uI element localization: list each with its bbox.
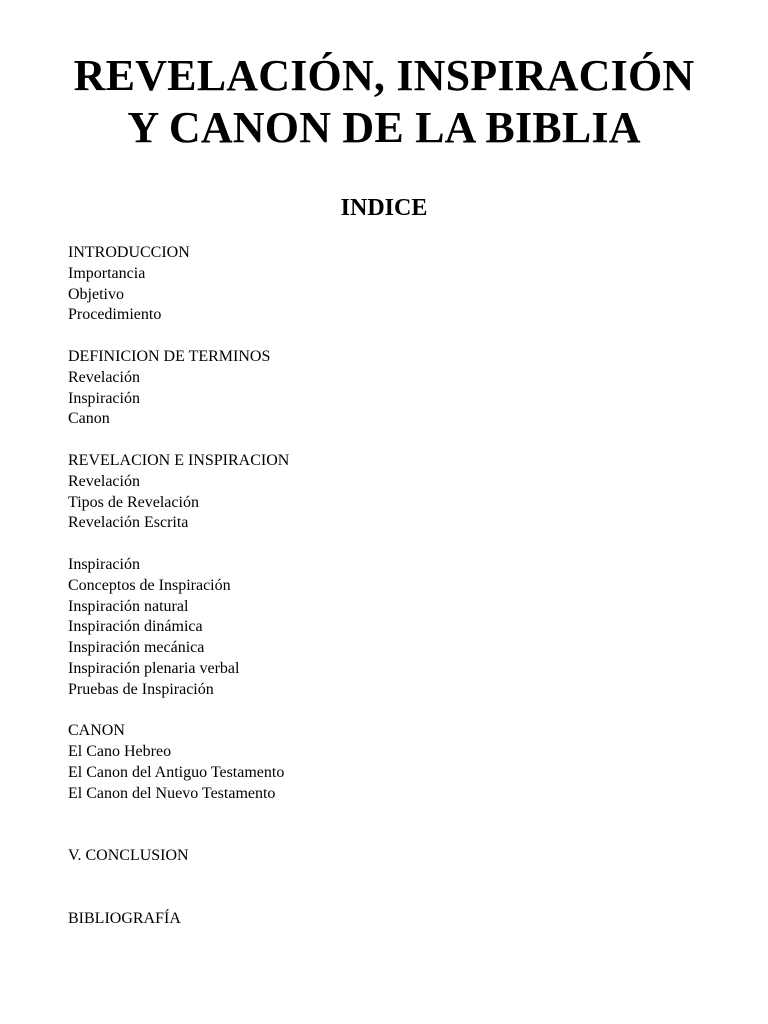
document-title-line-1: REVELACIÓN, INSPIRACIÓN [73,51,695,100]
toc-section-canon [68,721,708,804]
toc-entry: Revelación [68,472,140,490]
toc-spacer [68,867,708,909]
table-of-contents [68,243,708,929]
toc-spacer [68,534,708,555]
toc-spacer [68,326,708,347]
toc-entry: DEFINICION DE TERMINOS [68,347,271,365]
toc-spacer [68,701,708,722]
toc-entry: Inspiración mecánica [68,639,205,657]
toc-entry: Inspiración natural [68,597,189,615]
document-title-line-2: Y CANON DE LA BIBLIA [127,103,641,152]
toc-section-definicion [68,347,708,430]
toc-entry: Tipos de Revelación [68,493,199,511]
toc-entry: BIBLIOGRAFÍA [68,909,181,927]
toc-entry: Conceptos de Inspiración [68,576,231,594]
toc-entry: Inspiración [68,555,140,573]
toc-entry: Revelación Escrita [68,514,189,532]
toc-section-introduccion [68,243,708,326]
toc-entry: Inspiración dinámica [68,618,203,636]
toc-entry: Pruebas de Inspiración [68,680,214,698]
toc-entry: Procedimiento [68,306,162,324]
toc-spacer [68,805,708,847]
toc-entry: Importancia [68,264,146,282]
index-heading: INDICE [340,195,428,221]
toc-entry: Revelación [68,368,140,386]
toc-entry: El Canon del Antiguo Testamento [68,763,285,781]
toc-entry: El Cano Hebreo [68,743,172,761]
toc-entry: CANON [68,722,125,740]
toc-entry: V. CONCLUSION [68,847,189,865]
toc-section-revelacion [68,451,708,534]
toc-section-bibliografia [68,909,708,930]
toc-entry: Inspiración plenaria verbal [68,659,240,677]
toc-entry: Inspiración [68,389,140,407]
toc-entry: INTRODUCCION [68,244,190,261]
toc-entry: El Canon del Nuevo Testamento [68,784,276,802]
toc-entry: REVELACION E INSPIRACION [68,451,290,469]
toc-section-conclusion [68,846,708,867]
toc-entry: Objetivo [68,285,124,303]
toc-spacer [68,430,708,451]
toc-section-inspiracion [68,555,708,701]
toc-entry: Canon [68,410,110,428]
